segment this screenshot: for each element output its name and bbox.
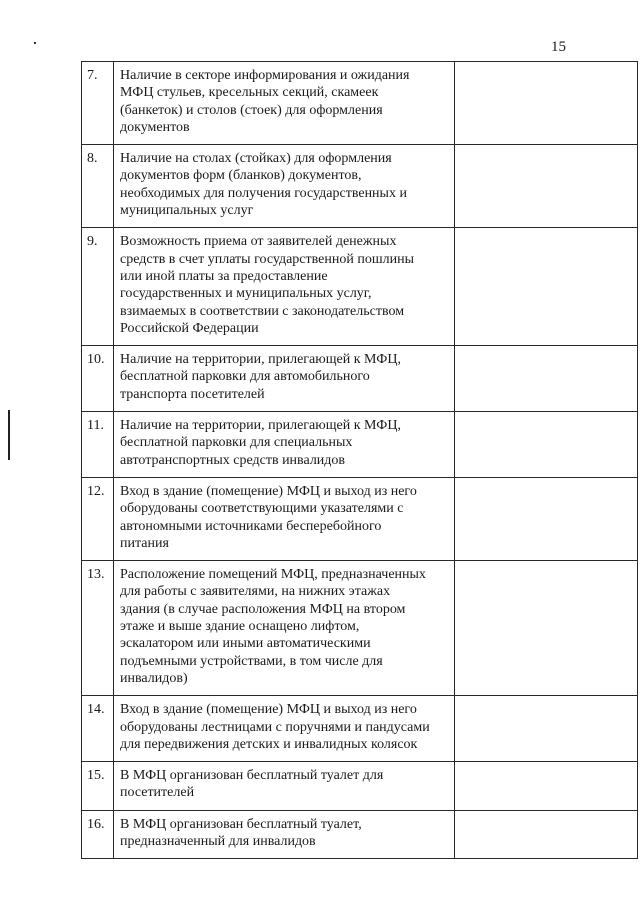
criterion-line: государственных и муниципальных услуг, bbox=[120, 286, 372, 302]
row-number: 13. bbox=[82, 561, 114, 696]
criterion-line: транспорта посетителей bbox=[120, 386, 265, 402]
criterion-line: эскалатором или иными автоматическими bbox=[120, 636, 371, 652]
value-cell bbox=[455, 145, 638, 228]
row-number: 15. bbox=[82, 762, 114, 811]
criterion-text bbox=[114, 228, 455, 346]
criterion-line: оборудованы лестницами с поручнями и пандусами bbox=[120, 719, 430, 735]
criterion-line: посетителей bbox=[120, 785, 195, 801]
criterion-line: бесплатной парковки для автомобильного bbox=[120, 369, 370, 385]
value-cell bbox=[455, 561, 638, 696]
row-number: 7. bbox=[82, 62, 114, 145]
criterion-text bbox=[114, 762, 455, 811]
value-cell bbox=[455, 477, 638, 560]
row-number: 9. bbox=[82, 228, 114, 346]
criterion-text bbox=[114, 696, 455, 762]
criterion-text bbox=[114, 346, 455, 412]
criterion-line: Наличие на территории, прилегающей к МФЦ, bbox=[120, 418, 401, 434]
table-row bbox=[82, 561, 638, 696]
value-cell bbox=[455, 762, 638, 811]
criterion-line: инвалидов) bbox=[120, 670, 188, 686]
table-row bbox=[82, 810, 638, 859]
criterion-line: питания bbox=[120, 535, 169, 551]
criterion-line: этаже и выше здание оснащено лифтом, bbox=[120, 619, 360, 635]
criterion-line: предназначенный для инвалидов bbox=[120, 833, 316, 849]
page-number: 15 bbox=[551, 39, 566, 55]
criterion-line: Вход в здание (помещение) МФЦ и выход из него bbox=[120, 483, 417, 499]
criterion-line: автотранспортных средств инвалидов bbox=[120, 452, 346, 468]
criterion-line: Российской Федерации bbox=[120, 320, 259, 336]
table-row bbox=[82, 228, 638, 346]
table-row bbox=[82, 477, 638, 560]
criterion-text bbox=[114, 412, 455, 478]
scan-artifact-margin-mark bbox=[8, 410, 10, 460]
table-row bbox=[82, 412, 638, 478]
criterion-text bbox=[114, 62, 455, 145]
value-cell bbox=[455, 346, 638, 412]
criterion-line: документов форм (бланков) документов, bbox=[120, 168, 362, 184]
value-cell bbox=[455, 62, 638, 145]
criterion-text bbox=[114, 145, 455, 228]
value-cell bbox=[455, 412, 638, 478]
table-row bbox=[82, 346, 638, 412]
table-row bbox=[82, 762, 638, 811]
criterion-line: (банкеток) и столов (стоек) для оформления bbox=[120, 102, 383, 118]
row-number: 8. bbox=[82, 145, 114, 228]
criterion-line: Наличие на столах (стойках) для оформления bbox=[120, 151, 392, 167]
criterion-line: Наличие в секторе информирования и ожидания bbox=[120, 68, 410, 83]
criterion-text bbox=[114, 810, 455, 859]
criterion-line: документов bbox=[120, 119, 190, 135]
criterion-line: подъемными устройствами, в том числе для bbox=[120, 653, 383, 669]
scan-artifact-dot bbox=[34, 42, 36, 44]
row-number: 14. bbox=[82, 696, 114, 762]
value-cell bbox=[455, 696, 638, 762]
criterion-line: Наличие на территории, прилегающей к МФЦ, bbox=[120, 352, 401, 368]
row-number: 11. bbox=[82, 412, 114, 478]
criterion-line: для работы с заявителями, на нижних этажах bbox=[120, 584, 391, 600]
criterion-line: муниципальных услуг bbox=[120, 203, 254, 219]
table-row bbox=[82, 696, 638, 762]
criterion-line: Расположение помещений МФЦ, предназначенных bbox=[120, 567, 426, 583]
criterion-line: МФЦ стульев, кресельных секций, скамеек bbox=[120, 85, 379, 101]
criterion-line: для передвижения детских и инвалидных колясок bbox=[120, 736, 418, 752]
criterion-line: автономными источниками бесперебойного bbox=[120, 518, 382, 534]
row-number: 16. bbox=[82, 810, 114, 859]
criteria-table bbox=[81, 61, 638, 859]
criterion-text bbox=[114, 561, 455, 696]
criterion-line: бесплатной парковки для специальных bbox=[120, 435, 353, 451]
row-number: 10. bbox=[82, 346, 114, 412]
criterion-line: необходимых для получения государственных и bbox=[120, 185, 407, 201]
criterion-line: средств в счет уплаты государственной пошлины bbox=[120, 251, 415, 267]
criterion-line: Вход в здание (помещение) МФЦ и выход из него bbox=[120, 702, 417, 718]
criterion-line: или иной платы за предоставление bbox=[120, 268, 328, 284]
criterion-line: здания (в случае расположения МФЦ на втором bbox=[120, 601, 406, 617]
criterion-line: оборудованы соответствующими указателями с bbox=[120, 501, 404, 517]
table-row bbox=[82, 62, 638, 145]
row-number: 12. bbox=[82, 477, 114, 560]
criterion-line: В МФЦ организован бесплатный туалет, bbox=[120, 816, 362, 832]
criterion-text bbox=[114, 477, 455, 560]
table-row bbox=[82, 145, 638, 228]
criterion-line: взимаемых в соответствии с законодательством bbox=[120, 303, 405, 319]
value-cell bbox=[455, 228, 638, 346]
value-cell bbox=[455, 810, 638, 859]
criterion-line: В МФЦ организован бесплатный туалет для bbox=[120, 768, 384, 784]
criterion-line: Возможность приема от заявителей денежных bbox=[120, 234, 397, 250]
